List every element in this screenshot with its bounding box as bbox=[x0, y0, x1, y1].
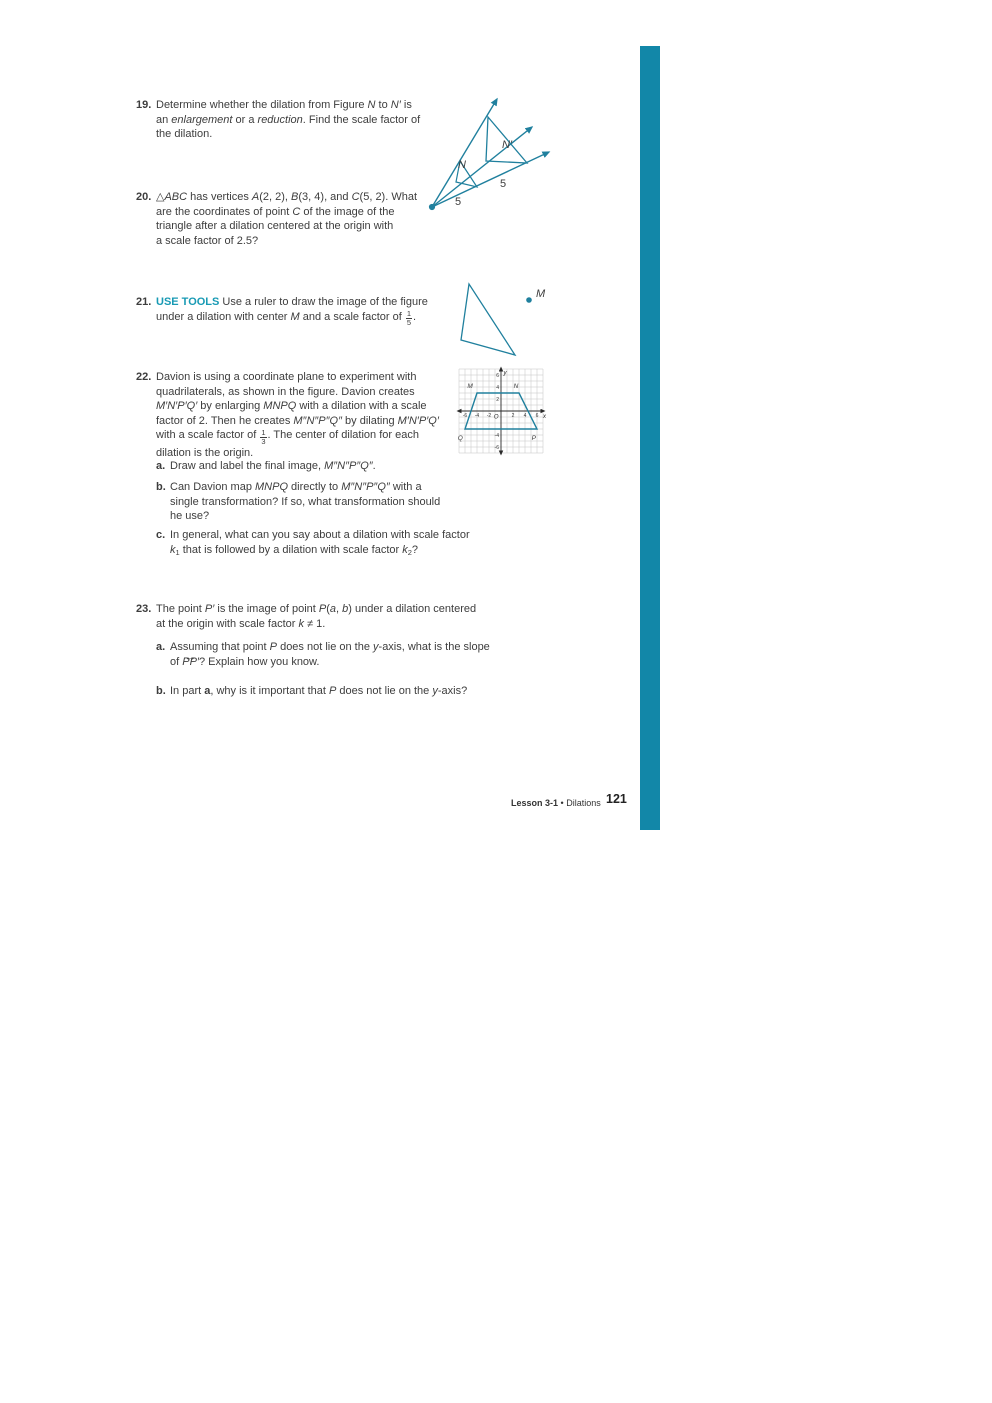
problem-23-part-b bbox=[156, 684, 467, 699]
figure21-label-m: M bbox=[536, 288, 546, 300]
problem-23-part-a bbox=[156, 640, 490, 669]
problem-23-text: The point P′ is the image of point P(a, b) under a dilation centered at the origin with scale factor k ≠ 1. bbox=[156, 603, 477, 630]
problem-20 bbox=[136, 190, 417, 248]
problem-20-number: 20. bbox=[136, 191, 152, 203]
figure19-length-outer: 5 bbox=[500, 178, 507, 190]
x-tick-label: -2 bbox=[486, 413, 492, 420]
x-tick-label: -4 bbox=[474, 413, 480, 420]
part-c-text: In general, what can you say about a dilation with scale factor k1 that is followed by a dilation with scale factor k2? bbox=[170, 529, 470, 557]
part-a-letter: a. bbox=[156, 460, 166, 472]
vertex-label-m: M bbox=[467, 383, 473, 391]
y-axis-label: y bbox=[503, 370, 507, 377]
x-tick-label: 4 bbox=[523, 413, 527, 420]
figure-19-dilation-rays bbox=[418, 88, 563, 218]
center-of-dilation-dot bbox=[429, 204, 435, 210]
page-number: 121 bbox=[606, 792, 627, 806]
problem-20-text: △ABC has vertices A(2, 2), B(3, 4), and C(5, 2). What are the coordinates of point C of the image of the triangle after a dilation centered at the origin with a scale factor of 2.5? bbox=[156, 191, 418, 247]
page-footer bbox=[511, 796, 601, 811]
y-tick-label: 4 bbox=[496, 385, 499, 391]
figure-21-triangle bbox=[438, 273, 558, 369]
figure19-label-n: N bbox=[458, 159, 466, 171]
problem-21 bbox=[136, 295, 428, 327]
footer-topic: Dilations bbox=[566, 798, 601, 808]
problem-23 bbox=[136, 602, 476, 631]
x-tick-label: 2 bbox=[511, 413, 515, 420]
part-b-text: Can Davion map MNPQ directly to M″N″P″Q″ with a single transformation? If so, what transformation should he use? bbox=[170, 481, 441, 523]
problem-23-number: 23. bbox=[136, 603, 152, 615]
figure-22-coordinate-plane bbox=[457, 367, 546, 456]
footer-separator: • bbox=[560, 798, 564, 808]
origin-label: O bbox=[493, 414, 499, 421]
dilation-ray-top bbox=[432, 99, 497, 207]
y-tick-label: -6 bbox=[494, 445, 499, 451]
problem-22-part-a bbox=[156, 459, 376, 474]
y-tick-label: 6 bbox=[496, 373, 499, 379]
footer-lesson: Lesson 3-1 bbox=[511, 798, 559, 808]
vertex-label-n: N bbox=[513, 383, 519, 391]
problem-19 bbox=[136, 98, 420, 142]
problem-19-text: Determine whether the dilation from Figure N to N′ is an enlargement or a reduction. Find the scale factor of the dilation. bbox=[156, 99, 421, 141]
center-m-dot bbox=[526, 297, 532, 303]
x-tick-label: -6 bbox=[462, 413, 468, 420]
problem-22-part-b bbox=[156, 480, 440, 524]
problem-21-text: USE TOOLS Use a ruler to draw the image of the figure under a dilation with center M and a scale factor of $\frac{1}{5}$ . bbox=[156, 296, 428, 328]
problem-22-text: Davion is using a coordinate plane to experiment with quadrilaterals, as shown in the figure. Davion creates M′N′P′Q′ by enlarging MNPQ with a dilation with a scale factor of 2. Then he creates M″N″P″Q″ by dilating M′N′P′Q′ with a scale factor of $\frac{1}{3}$ . The center of dilation for each dilation is the origin. bbox=[156, 371, 439, 459]
part-a-text: Assuming that point P does not lie on the y-axis, what is the slope of ↔ PP′? Explain how you know. bbox=[170, 640, 490, 669]
y-tick-label: -4 bbox=[494, 433, 499, 439]
y-tick-label: 2 bbox=[496, 397, 499, 403]
problem-22-number: 22. bbox=[136, 371, 152, 383]
problem-19-number: 19. bbox=[136, 99, 152, 111]
x-tick-label: 6 bbox=[535, 413, 539, 420]
x-axis-label: x bbox=[543, 413, 546, 420]
part-b-letter: b. bbox=[156, 481, 166, 493]
part-a-letter: a. bbox=[156, 641, 166, 653]
figure19-label-n-prime: N′ bbox=[502, 139, 513, 151]
vertex-label-q: Q bbox=[457, 434, 463, 442]
part-a-text: Draw and label the final image, M″N″P″Q″. bbox=[170, 460, 376, 472]
page-edge-bar bbox=[640, 46, 660, 830]
preimage-triangle bbox=[461, 284, 515, 355]
part-b-letter: b. bbox=[156, 685, 166, 697]
part-c-letter: c. bbox=[156, 529, 166, 541]
problem-22-part-c bbox=[156, 528, 470, 560]
problem-21-number: 21. bbox=[136, 296, 152, 308]
vertex-label-p: P bbox=[531, 434, 536, 442]
figure19-length-inner2: 5 bbox=[455, 196, 462, 208]
problem-22 bbox=[136, 370, 439, 460]
part-b-text: In part a, why is it important that P does not lie on the y-axis? bbox=[170, 685, 468, 697]
